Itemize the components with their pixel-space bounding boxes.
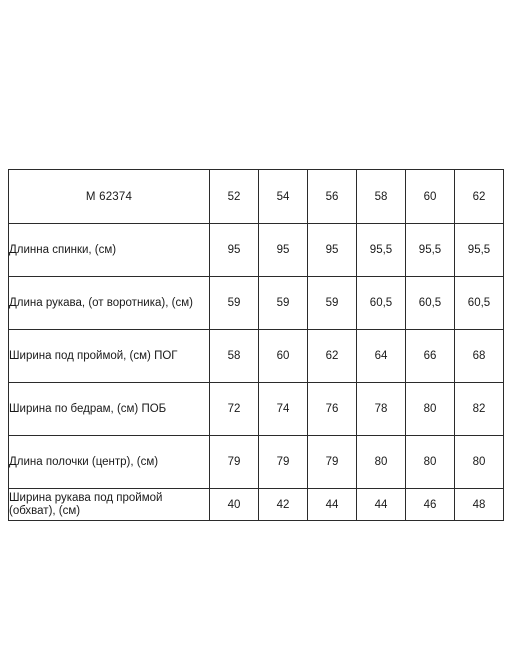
header-row <box>9 170 504 224</box>
table-row <box>9 277 504 330</box>
measurement-value: 79 <box>259 436 308 489</box>
measurement-value: 59 <box>210 277 259 330</box>
measurement-value: 46 <box>406 489 455 521</box>
measurement-value: 40 <box>210 489 259 521</box>
measurement-value: 80 <box>406 383 455 436</box>
size-header: 58 <box>357 170 406 224</box>
measurement-value: 59 <box>259 277 308 330</box>
size-header: 52 <box>210 170 259 224</box>
measurement-value: 95,5 <box>455 224 504 277</box>
measurement-value: 60,5 <box>406 277 455 330</box>
measurement-value: 95 <box>259 224 308 277</box>
measurement-value: 72 <box>210 383 259 436</box>
size-chart-table <box>8 169 504 521</box>
measurement-value: 79 <box>210 436 259 489</box>
measurement-value: 66 <box>406 330 455 383</box>
measurement-value: 60,5 <box>455 277 504 330</box>
measurement-value: 62 <box>308 330 357 383</box>
table-row <box>9 489 504 521</box>
measurement-value: 80 <box>406 436 455 489</box>
measurement-value: 68 <box>455 330 504 383</box>
size-header: 54 <box>259 170 308 224</box>
table-row <box>9 224 504 277</box>
measurement-label: Ширина под проймой, (см) ПОГ <box>9 330 210 383</box>
size-header: 60 <box>406 170 455 224</box>
measurement-value: 79 <box>308 436 357 489</box>
measurement-value: 95 <box>308 224 357 277</box>
measurement-value: 95,5 <box>357 224 406 277</box>
measurement-label: Ширина рукава под проймой (обхват), (см) <box>9 489 210 521</box>
measurement-value: 59 <box>308 277 357 330</box>
measurement-value: 48 <box>455 489 504 521</box>
measurement-value: 95,5 <box>406 224 455 277</box>
measurement-value: 78 <box>357 383 406 436</box>
measurement-label: Длина рукава, (от воротника), (см) <box>9 277 210 330</box>
measurement-value: 80 <box>455 436 504 489</box>
measurement-value: 82 <box>455 383 504 436</box>
table-row <box>9 436 504 489</box>
size-header: 56 <box>308 170 357 224</box>
measurement-label: Длина полочки (центр), (см) <box>9 436 210 489</box>
measurement-value: 74 <box>259 383 308 436</box>
size-header: 62 <box>455 170 504 224</box>
table-row <box>9 383 504 436</box>
measurement-value: 58 <box>210 330 259 383</box>
measurement-label: Ширина по бедрам, (см) ПОБ <box>9 383 210 436</box>
measurement-value: 42 <box>259 489 308 521</box>
measurement-value: 60 <box>259 330 308 383</box>
model-number: М 62374 <box>9 170 210 224</box>
measurement-value: 95 <box>210 224 259 277</box>
measurement-label: Длинна спинки, (см) <box>9 224 210 277</box>
table-row <box>9 330 504 383</box>
measurement-value: 60,5 <box>357 277 406 330</box>
measurement-value: 44 <box>357 489 406 521</box>
measurement-value: 76 <box>308 383 357 436</box>
measurement-value: 44 <box>308 489 357 521</box>
measurement-value: 80 <box>357 436 406 489</box>
measurement-value: 64 <box>357 330 406 383</box>
